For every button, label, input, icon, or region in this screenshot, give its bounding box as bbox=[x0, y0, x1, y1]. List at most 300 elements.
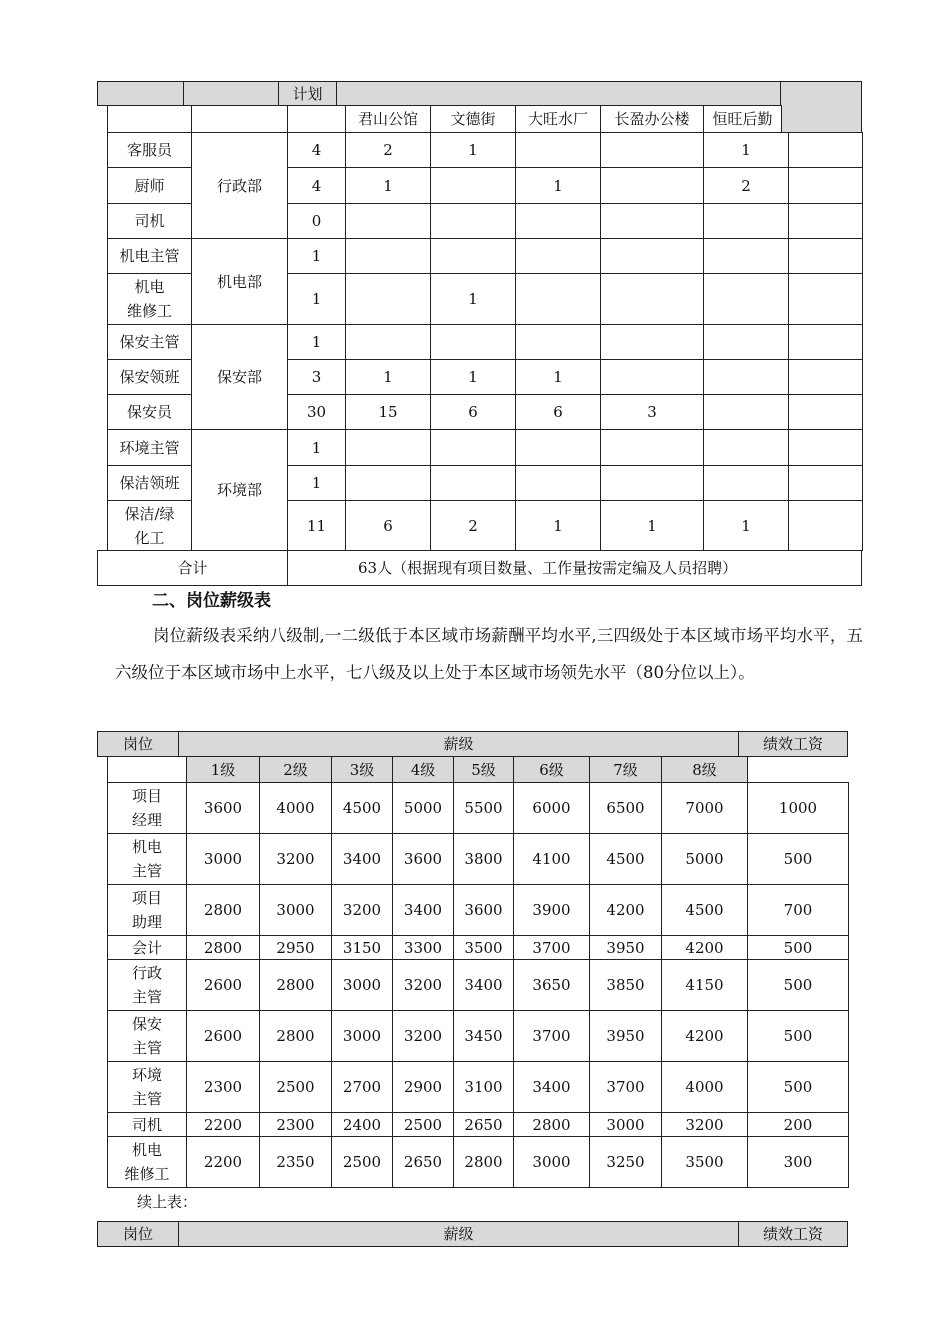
site-header-1-text: 文德街 bbox=[450, 110, 496, 128]
position-cell-text: 保洁/绿 化工 bbox=[124, 504, 175, 547]
grade-header-cell bbox=[661, 756, 748, 783]
salary-value-cell bbox=[186, 935, 260, 960]
salary-value-cell bbox=[453, 833, 514, 885]
salary-value-cell-text: 4500 bbox=[606, 850, 645, 868]
salary-value-cell-text: 3100 bbox=[464, 1078, 503, 1096]
site-count-cell-text: 1 bbox=[741, 516, 751, 535]
site-count-cell bbox=[345, 273, 431, 325]
salary-value-cell-text: 3950 bbox=[606, 1027, 645, 1045]
site-count-cell-text: 1 bbox=[383, 176, 393, 195]
site-count-cell bbox=[430, 203, 516, 239]
position-cell bbox=[107, 273, 192, 325]
salary-value-cell-text: 3200 bbox=[342, 901, 382, 919]
salary-position-cell bbox=[107, 959, 187, 1011]
plan-count-cell-text: 1 bbox=[311, 438, 322, 457]
salary-position-cell-text: 项目 经理 bbox=[131, 787, 162, 829]
salary-value-cell-text: 3000 bbox=[342, 1027, 382, 1045]
salary-value-cell-text: 2300 bbox=[276, 1115, 315, 1134]
perf-pay-cell-text: 500 bbox=[783, 1078, 813, 1096]
plan-header-blank-2 bbox=[183, 81, 279, 106]
salary-value-cell-text: 5000 bbox=[403, 799, 443, 817]
site-header-3 bbox=[600, 105, 704, 133]
perf-pay-cell-text: 500 bbox=[783, 1027, 813, 1045]
salary-value-cell-text: 3700 bbox=[532, 1027, 571, 1045]
salary-value-cell bbox=[453, 959, 514, 1011]
department-cell-text: 保安部 bbox=[216, 368, 262, 386]
section-paragraph: 岗位薪级表采纳八级制,一二级低于本区域市场薪酬平均水平,三四级处于本区域市场平均水平，五六级位于本区域市场中上水平，七八级及以上处于本区域市场领先水平（80分位以上）。 bbox=[115, 626, 863, 682]
position-cell bbox=[107, 394, 192, 430]
salary-value-cell bbox=[259, 1061, 332, 1113]
perf-pay-cell-text: 300 bbox=[783, 1153, 813, 1171]
salary-value-cell-text: 3400 bbox=[464, 976, 503, 994]
site-header-1 bbox=[430, 105, 516, 133]
position-cell bbox=[107, 359, 192, 395]
salary-value-cell-text: 2800 bbox=[532, 1115, 571, 1134]
perf-pay-cell bbox=[747, 833, 849, 885]
salary-value-cell-text: 2600 bbox=[203, 976, 243, 994]
perf-pay-cell-text: 700 bbox=[783, 901, 813, 919]
salary-value-cell-text: 3000 bbox=[606, 1115, 645, 1134]
salary-position-cell-text: 保安 主管 bbox=[131, 1015, 162, 1057]
salary-value-cell bbox=[513, 1136, 590, 1188]
site-count-cell-text: 1 bbox=[741, 141, 751, 159]
site-count-cell bbox=[703, 238, 789, 274]
salary-value-cell-text: 2800 bbox=[203, 938, 243, 957]
salary-value-cell-text: 4200 bbox=[685, 938, 724, 957]
salary-value-cell bbox=[589, 884, 662, 936]
salary-value-cell-text: 2500 bbox=[403, 1115, 443, 1134]
site-count-cell-text: 6 bbox=[553, 403, 563, 421]
salary-value-cell bbox=[259, 959, 332, 1011]
salary-value-cell bbox=[186, 1010, 260, 1062]
grade-header-cell bbox=[513, 756, 590, 783]
site-header-blank-3 bbox=[287, 105, 346, 133]
salary-value-cell bbox=[259, 935, 332, 960]
site-count-cell bbox=[430, 324, 516, 360]
continued-header-grade bbox=[178, 1221, 739, 1247]
salary-value-cell bbox=[331, 959, 393, 1011]
salary-value-cell bbox=[331, 1061, 393, 1113]
site-count-cell bbox=[515, 238, 601, 274]
plan-count-cell-text: 30 bbox=[306, 403, 327, 421]
salary-value-cell bbox=[661, 1061, 748, 1113]
salary-value-cell-text: 3700 bbox=[532, 938, 571, 957]
salary-value-cell bbox=[661, 884, 748, 936]
site-count-cell bbox=[703, 167, 789, 204]
site-count-cell bbox=[600, 394, 704, 430]
site-count-cell bbox=[430, 167, 516, 204]
salary-value-cell bbox=[661, 935, 748, 960]
salary-value-cell bbox=[453, 884, 514, 936]
plan-count-cell bbox=[287, 359, 346, 395]
salary-value-cell-text: 2650 bbox=[464, 1115, 503, 1134]
position-cell-text: 保洁领班 bbox=[119, 474, 180, 492]
salary-value-cell-text: 5000 bbox=[685, 850, 724, 868]
salary-value-cell-text: 6500 bbox=[606, 799, 645, 817]
salary-position-cell-text: 司机 bbox=[131, 1115, 162, 1134]
salary-value-cell-text: 3300 bbox=[403, 938, 443, 957]
continued-header-perf bbox=[738, 1221, 848, 1247]
grade-header-cell bbox=[331, 756, 393, 783]
site-count-cell bbox=[430, 394, 516, 430]
salary-value-cell-text: 3400 bbox=[403, 901, 443, 919]
site-count-cell-text: 1 bbox=[553, 368, 563, 386]
site-count-cell-text: 1 bbox=[468, 141, 478, 159]
salary-value-cell bbox=[331, 884, 393, 936]
site-count-cell bbox=[430, 429, 516, 466]
grade-header-cell bbox=[259, 756, 332, 783]
salary-value-cell bbox=[589, 1010, 662, 1062]
salary-value-cell bbox=[186, 884, 260, 936]
salary-value-cell bbox=[589, 935, 662, 960]
position-cell-text: 保安主管 bbox=[119, 333, 180, 351]
position-cell-text: 客服员 bbox=[126, 141, 172, 159]
salary-value-cell-text: 2800 bbox=[276, 976, 315, 994]
salary-value-cell bbox=[259, 1112, 332, 1137]
salary-value-cell-text: 2400 bbox=[342, 1115, 382, 1134]
salary-value-cell bbox=[392, 1061, 454, 1113]
plan-count-cell bbox=[287, 238, 346, 274]
grade-header-cell bbox=[453, 756, 514, 783]
plan-count-cell-text: 4 bbox=[311, 141, 322, 159]
site-count-cell-text: 1 bbox=[647, 516, 657, 535]
site-count-cell bbox=[345, 132, 431, 168]
salary-position-cell bbox=[107, 1010, 187, 1062]
department-cell bbox=[191, 324, 288, 430]
salary-value-cell bbox=[589, 833, 662, 885]
site-count-cell-text: 6 bbox=[383, 516, 393, 535]
site-count-cell bbox=[515, 500, 601, 551]
grade-header-cell-text: 1级 bbox=[210, 760, 236, 779]
continued-header-grade-text: 薪级 bbox=[443, 1225, 474, 1243]
salary-value-cell bbox=[331, 935, 393, 960]
site-header-2 bbox=[515, 105, 601, 133]
salary-value-cell-text: 4100 bbox=[532, 850, 571, 868]
site-count-cell bbox=[515, 394, 601, 430]
position-cell bbox=[107, 132, 192, 168]
grade-header-cell-text: 6级 bbox=[539, 760, 564, 779]
position-cell-text: 环境主管 bbox=[119, 438, 180, 457]
site-count-cell-text: 3 bbox=[647, 403, 657, 421]
salary-value-cell-text: 3650 bbox=[532, 976, 571, 994]
salary-position-cell bbox=[107, 1112, 187, 1137]
site-count-cell bbox=[515, 203, 601, 239]
salary-value-cell bbox=[331, 1010, 393, 1062]
total-label-cell bbox=[97, 550, 288, 586]
position-cell-text: 保安员 bbox=[126, 403, 172, 421]
site-count-cell bbox=[430, 132, 516, 168]
perf-pay-cell bbox=[747, 1112, 849, 1137]
total-text-cell-text: 63人（根据现有项目数量、工作量按需定编及人员招聘） bbox=[358, 559, 738, 577]
plan-count-cell-text: 1 bbox=[311, 474, 322, 492]
position-cell-text: 司机 bbox=[134, 212, 165, 230]
site-header-3-text: 长盈办公楼 bbox=[614, 110, 690, 128]
plan-header-span bbox=[336, 81, 781, 106]
department-cell bbox=[191, 132, 288, 239]
grade-header-cell-text: 4级 bbox=[410, 760, 436, 779]
site-count-cell bbox=[703, 394, 789, 430]
salary-value-cell bbox=[453, 782, 514, 834]
perf-pay-cell-text: 1000 bbox=[778, 799, 818, 817]
extra-blank-cell bbox=[788, 238, 863, 274]
position-cell bbox=[107, 238, 192, 274]
site-count-cell bbox=[345, 324, 431, 360]
salary-value-cell-text: 3000 bbox=[342, 976, 382, 994]
grade-header-cell-text: 3级 bbox=[349, 760, 375, 779]
plan-count-cell-text: 11 bbox=[306, 516, 327, 535]
site-count-cell bbox=[430, 238, 516, 274]
salary-value-cell bbox=[513, 935, 590, 960]
plan-count-cell bbox=[287, 465, 346, 501]
salary-value-cell bbox=[589, 1112, 662, 1137]
plan-count-cell bbox=[287, 203, 346, 239]
continued-header-position bbox=[97, 1221, 179, 1247]
site-count-cell bbox=[430, 465, 516, 501]
site-count-cell-text: 2 bbox=[468, 516, 478, 535]
site-header-2-text: 大旺水厂 bbox=[527, 110, 588, 128]
salary-value-cell bbox=[661, 959, 748, 1011]
salary-value-cell bbox=[453, 935, 514, 960]
salary-position-cell bbox=[107, 782, 187, 834]
salary-value-cell-text: 2800 bbox=[203, 901, 243, 919]
salary-header-grade-text: 薪级 bbox=[443, 735, 474, 753]
salary-position-cell bbox=[107, 1136, 187, 1188]
salary-value-cell bbox=[453, 1010, 514, 1062]
salary-value-cell bbox=[453, 1136, 514, 1188]
site-count-cell-text: 15 bbox=[378, 403, 398, 421]
site-count-cell bbox=[600, 500, 704, 551]
salary-value-cell bbox=[513, 959, 590, 1011]
site-count-cell bbox=[430, 500, 516, 551]
plan-count-cell-text: 0 bbox=[311, 212, 322, 230]
salary-value-cell bbox=[259, 1136, 332, 1188]
site-count-cell bbox=[703, 465, 789, 501]
site-count-cell bbox=[600, 465, 704, 501]
plan-count-cell bbox=[287, 167, 346, 204]
site-count-cell bbox=[430, 273, 516, 325]
salary-value-cell-text: 5500 bbox=[464, 799, 503, 817]
position-cell bbox=[107, 203, 192, 239]
perf-pay-cell bbox=[747, 935, 849, 960]
salary-value-cell bbox=[331, 1112, 393, 1137]
section-heading: 二、岗位薪级表 bbox=[152, 591, 271, 611]
salary-value-cell-text: 3400 bbox=[532, 1078, 571, 1096]
salary-position-cell bbox=[107, 884, 187, 936]
site-count-cell bbox=[600, 167, 704, 204]
salary-value-cell bbox=[392, 1112, 454, 1137]
grade-header-blank bbox=[107, 756, 187, 783]
site-count-cell bbox=[515, 359, 601, 395]
grade-header-cell-text: 5级 bbox=[471, 760, 496, 779]
salary-value-cell bbox=[661, 782, 748, 834]
salary-header-perf bbox=[738, 731, 848, 757]
salary-value-cell bbox=[392, 1136, 454, 1188]
position-cell-text: 机电主管 bbox=[119, 247, 180, 265]
grade-header-cell-text: 8级 bbox=[692, 760, 717, 779]
extra-blank-cell bbox=[788, 273, 863, 325]
salary-position-cell-text: 机电 主管 bbox=[131, 838, 162, 880]
site-count-cell-text: 1 bbox=[468, 368, 478, 386]
perf-pay-cell bbox=[747, 1010, 849, 1062]
salary-value-cell bbox=[186, 1112, 260, 1137]
site-header-0-text: 君山公馆 bbox=[357, 110, 418, 128]
continued-header-position-text: 岗位 bbox=[122, 1225, 153, 1243]
plan-header-right-block bbox=[780, 81, 862, 133]
plan-header-label-text: 计划 bbox=[292, 84, 323, 103]
site-count-cell bbox=[703, 429, 789, 466]
site-count-cell bbox=[703, 203, 789, 239]
salary-value-cell bbox=[186, 782, 260, 834]
salary-value-cell bbox=[392, 782, 454, 834]
perf-pay-cell-text: 500 bbox=[783, 850, 813, 868]
salary-value-cell-text: 6000 bbox=[532, 799, 571, 817]
salary-value-cell bbox=[589, 782, 662, 834]
site-count-cell bbox=[345, 394, 431, 430]
plan-count-cell bbox=[287, 132, 346, 168]
salary-value-cell-text: 3900 bbox=[532, 901, 571, 919]
salary-value-cell bbox=[513, 1112, 590, 1137]
department-cell-text: 行政部 bbox=[216, 176, 262, 195]
salary-value-cell bbox=[661, 1112, 748, 1137]
site-count-cell bbox=[515, 465, 601, 501]
salary-position-cell-text: 会计 bbox=[131, 938, 162, 957]
site-count-cell bbox=[600, 429, 704, 466]
site-count-cell-text: 1 bbox=[553, 176, 563, 195]
site-count-cell bbox=[703, 273, 789, 325]
position-cell bbox=[107, 167, 192, 204]
extra-blank-cell bbox=[788, 500, 863, 551]
salary-value-cell-text: 3200 bbox=[685, 1115, 724, 1134]
department-cell-text: 环境部 bbox=[216, 481, 262, 499]
plan-count-cell-text: 4 bbox=[311, 176, 322, 195]
salary-value-cell-text: 3150 bbox=[342, 938, 382, 957]
site-count-cell-text: 1 bbox=[383, 368, 393, 386]
salary-value-cell-text: 2500 bbox=[342, 1153, 382, 1171]
site-count-cell bbox=[703, 359, 789, 395]
extra-blank-cell bbox=[788, 359, 863, 395]
position-cell-text: 机电 维修工 bbox=[126, 278, 172, 320]
salary-value-cell-text: 4000 bbox=[276, 799, 315, 817]
salary-value-cell-text: 4500 bbox=[685, 901, 724, 919]
site-count-cell bbox=[600, 359, 704, 395]
extra-blank-cell bbox=[788, 203, 863, 239]
salary-value-cell-text: 3600 bbox=[464, 901, 503, 919]
salary-value-cell bbox=[259, 833, 332, 885]
plan-count-cell-text: 1 bbox=[311, 290, 322, 308]
extra-blank-cell bbox=[788, 132, 863, 168]
salary-value-cell-text: 4200 bbox=[606, 901, 645, 919]
position-cell bbox=[107, 465, 192, 501]
salary-value-cell bbox=[513, 833, 590, 885]
position-cell-text: 厨师 bbox=[134, 176, 165, 195]
extra-blank-cell bbox=[788, 465, 863, 501]
site-count-cell bbox=[515, 132, 601, 168]
salary-value-cell-text: 3000 bbox=[203, 850, 243, 868]
salary-value-cell-text: 2200 bbox=[203, 1153, 243, 1171]
department-cell-text: 机电部 bbox=[216, 272, 262, 291]
salary-value-cell bbox=[513, 782, 590, 834]
salary-position-cell bbox=[107, 935, 187, 960]
salary-value-cell bbox=[331, 833, 393, 885]
extra-blank-cell bbox=[788, 167, 863, 204]
salary-value-cell-text: 3600 bbox=[403, 850, 443, 868]
perf-pay-cell-text: 500 bbox=[783, 938, 813, 957]
department-cell bbox=[191, 238, 288, 325]
perf-pay-cell bbox=[747, 884, 849, 936]
site-count-cell-text: 6 bbox=[468, 403, 478, 421]
site-count-cell bbox=[430, 359, 516, 395]
salary-value-cell-text: 3200 bbox=[403, 976, 443, 994]
site-count-cell bbox=[345, 359, 431, 395]
site-count-cell bbox=[345, 429, 431, 466]
salary-position-cell-text: 机电 维修工 bbox=[124, 1141, 170, 1183]
continued-label: 续上表： bbox=[137, 1193, 198, 1211]
salary-value-cell-text: 3500 bbox=[464, 938, 503, 957]
salary-value-cell-text: 7000 bbox=[685, 799, 724, 817]
plan-count-cell bbox=[287, 273, 346, 325]
site-count-cell bbox=[345, 500, 431, 551]
plan-count-cell bbox=[287, 324, 346, 360]
site-header-4 bbox=[703, 105, 782, 133]
salary-value-cell-text: 2300 bbox=[203, 1078, 243, 1096]
site-header-4-text: 恒旺后勤 bbox=[712, 110, 773, 128]
salary-value-cell bbox=[589, 1136, 662, 1188]
salary-value-cell bbox=[661, 833, 748, 885]
perf-pay-cell-text: 500 bbox=[783, 976, 813, 994]
plan-count-cell bbox=[287, 429, 346, 466]
salary-value-cell-text: 2600 bbox=[203, 1027, 243, 1045]
salary-value-cell bbox=[331, 782, 393, 834]
salary-value-cell bbox=[392, 884, 454, 936]
salary-value-cell bbox=[453, 1061, 514, 1113]
perf-pay-cell bbox=[747, 782, 849, 834]
salary-value-cell-text: 2650 bbox=[403, 1153, 443, 1171]
salary-value-cell bbox=[392, 833, 454, 885]
salary-position-cell-text: 行政 主管 bbox=[131, 964, 162, 1006]
salary-value-cell bbox=[513, 1010, 590, 1062]
site-count-cell bbox=[345, 465, 431, 501]
perf-pay-cell-text: 200 bbox=[783, 1115, 813, 1134]
salary-value-cell bbox=[661, 1010, 748, 1062]
salary-value-cell bbox=[259, 782, 332, 834]
plan-count-cell-text: 1 bbox=[311, 247, 322, 265]
site-count-cell bbox=[515, 324, 601, 360]
plan-header-label bbox=[278, 81, 337, 106]
salary-value-cell bbox=[186, 833, 260, 885]
salary-header-position bbox=[97, 731, 179, 757]
site-count-cell bbox=[703, 324, 789, 360]
position-cell bbox=[107, 324, 192, 360]
salary-header-grade bbox=[178, 731, 739, 757]
salary-value-cell bbox=[392, 935, 454, 960]
salary-value-cell bbox=[589, 1061, 662, 1113]
department-cell bbox=[191, 429, 288, 551]
extra-blank-cell bbox=[788, 394, 863, 430]
salary-value-cell-text: 3700 bbox=[606, 1078, 645, 1096]
site-count-cell-text: 2 bbox=[741, 176, 751, 195]
plan-header-blank-1 bbox=[97, 81, 184, 106]
salary-position-cell bbox=[107, 833, 187, 885]
grade-header-cell-text: 7级 bbox=[613, 760, 638, 779]
site-count-cell bbox=[345, 203, 431, 239]
plan-count-cell-text: 3 bbox=[311, 368, 322, 386]
salary-value-cell-text: 4500 bbox=[342, 799, 382, 817]
perf-pay-cell bbox=[747, 1136, 849, 1188]
perf-pay-cell bbox=[747, 959, 849, 1011]
salary-value-cell bbox=[186, 1061, 260, 1113]
salary-value-cell-text: 4000 bbox=[685, 1078, 724, 1096]
site-count-cell bbox=[600, 203, 704, 239]
